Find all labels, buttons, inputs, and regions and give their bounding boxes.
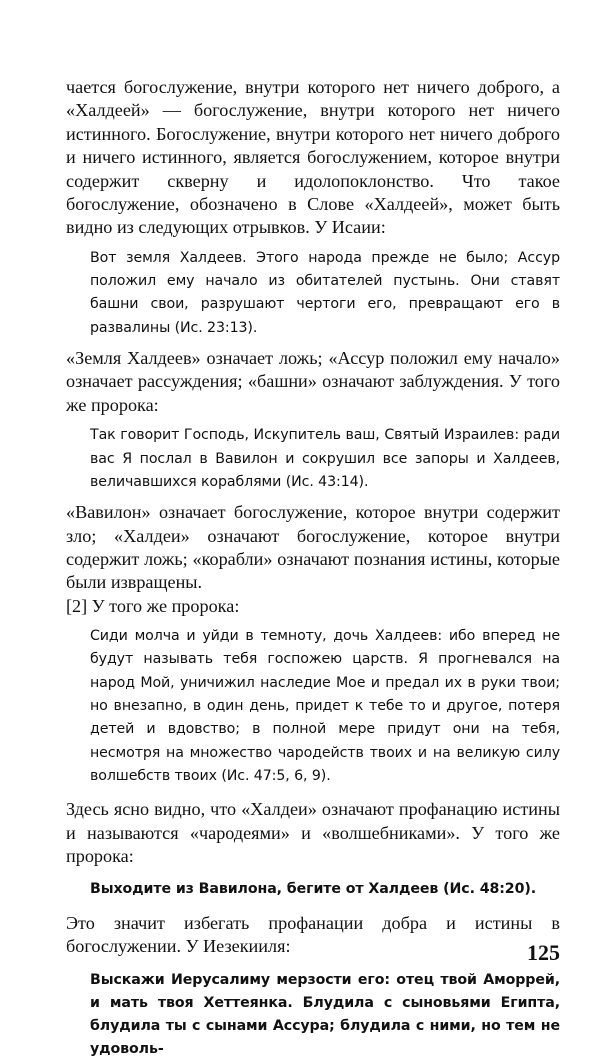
paragraph-3: «Вавилон» означает богослужение, которое внутри содержит зло; «Халдеи» означают богослужение, которое внутри содержит ложь; «корабли» означают познания истины, которые были извращены.	[66, 502, 560, 593]
page-number: 125	[527, 940, 560, 965]
quote-ezekiel: Выскажи Иерусалиму мерзости его: отец твой Аморрей, и мать твоя Хеттеянка. Блудила с сыновьями Египта, блудила ты с сынами Ассура; блудила с ними, но тем не удоволь-	[90, 971, 560, 1058]
paragraph-5: Здесь ясно видно, что «Халдеи» означают профанацию истины и называются «чародеями» и «волшебниками». У того же пророка:	[66, 799, 560, 867]
quote-isaiah-48: Выходите из Вавилона, бегите от Халдеев (Ис. 48:20).	[90, 881, 537, 898]
paragraph-2: «Земля Халдеев» означает ложь; «Ассур положил ему начало» означает рассуждения; «башни» означают заблуждения. У того же пророка:	[66, 348, 560, 415]
quote-isaiah-23: Вот земля Халдеев. Этого народа прежде не было; Ассур положил ему начало из обитателей пустынь. Они ставят башни свои, разрушают чертоги его, превращают его в развалины (Ис. 23:13).	[90, 249, 560, 336]
quote-isaiah-47: Сиди молча и уйди в темноту, дочь Халдеев: ибо вперед не будут называть тебя госпожею царств. Я прогневался на народ Мой, уничижил наследие Мое и предал их в руки твои; но внезапно, в один день, придет к тебе то и другое, потеря детей и вдовство; в полной мере придут они на тебя, несмотря на множество чародейств твоих и на великую силу волшебств твоих (Ис. 47:5, 6, 9).	[90, 628, 560, 784]
quote-isaiah-43: Так говорит Господь, Искупитель ваш, Святый Израилев: ради вас Я послал в Вавилон и сокрушил все запоры и Халдеев, величавшихся кораблями (Ис. 43:14).	[90, 427, 560, 490]
paragraph-1: чается богослужение, внутри которого нет ничего доброго, а «Халдеей» — богослужение, внутри которого нет ничего истинного. Богослужение, внутри которого нет ничего доброго и ничего истинного, является богослужением, которое внутри содержит скверну и идолопоклонство. Что такое богослужение, обозначено в Слове «Халдеей», может быть видно из следующих отрывков. У Исаии:	[66, 77, 560, 238]
paragraph-6: Это значит избегать профанации добра и истины в богослужении. У Иезекииля:	[66, 912, 560, 957]
paragraph-4: [2] У того же пророка:	[66, 595, 240, 616]
page-body	[66, 76, 560, 1062]
